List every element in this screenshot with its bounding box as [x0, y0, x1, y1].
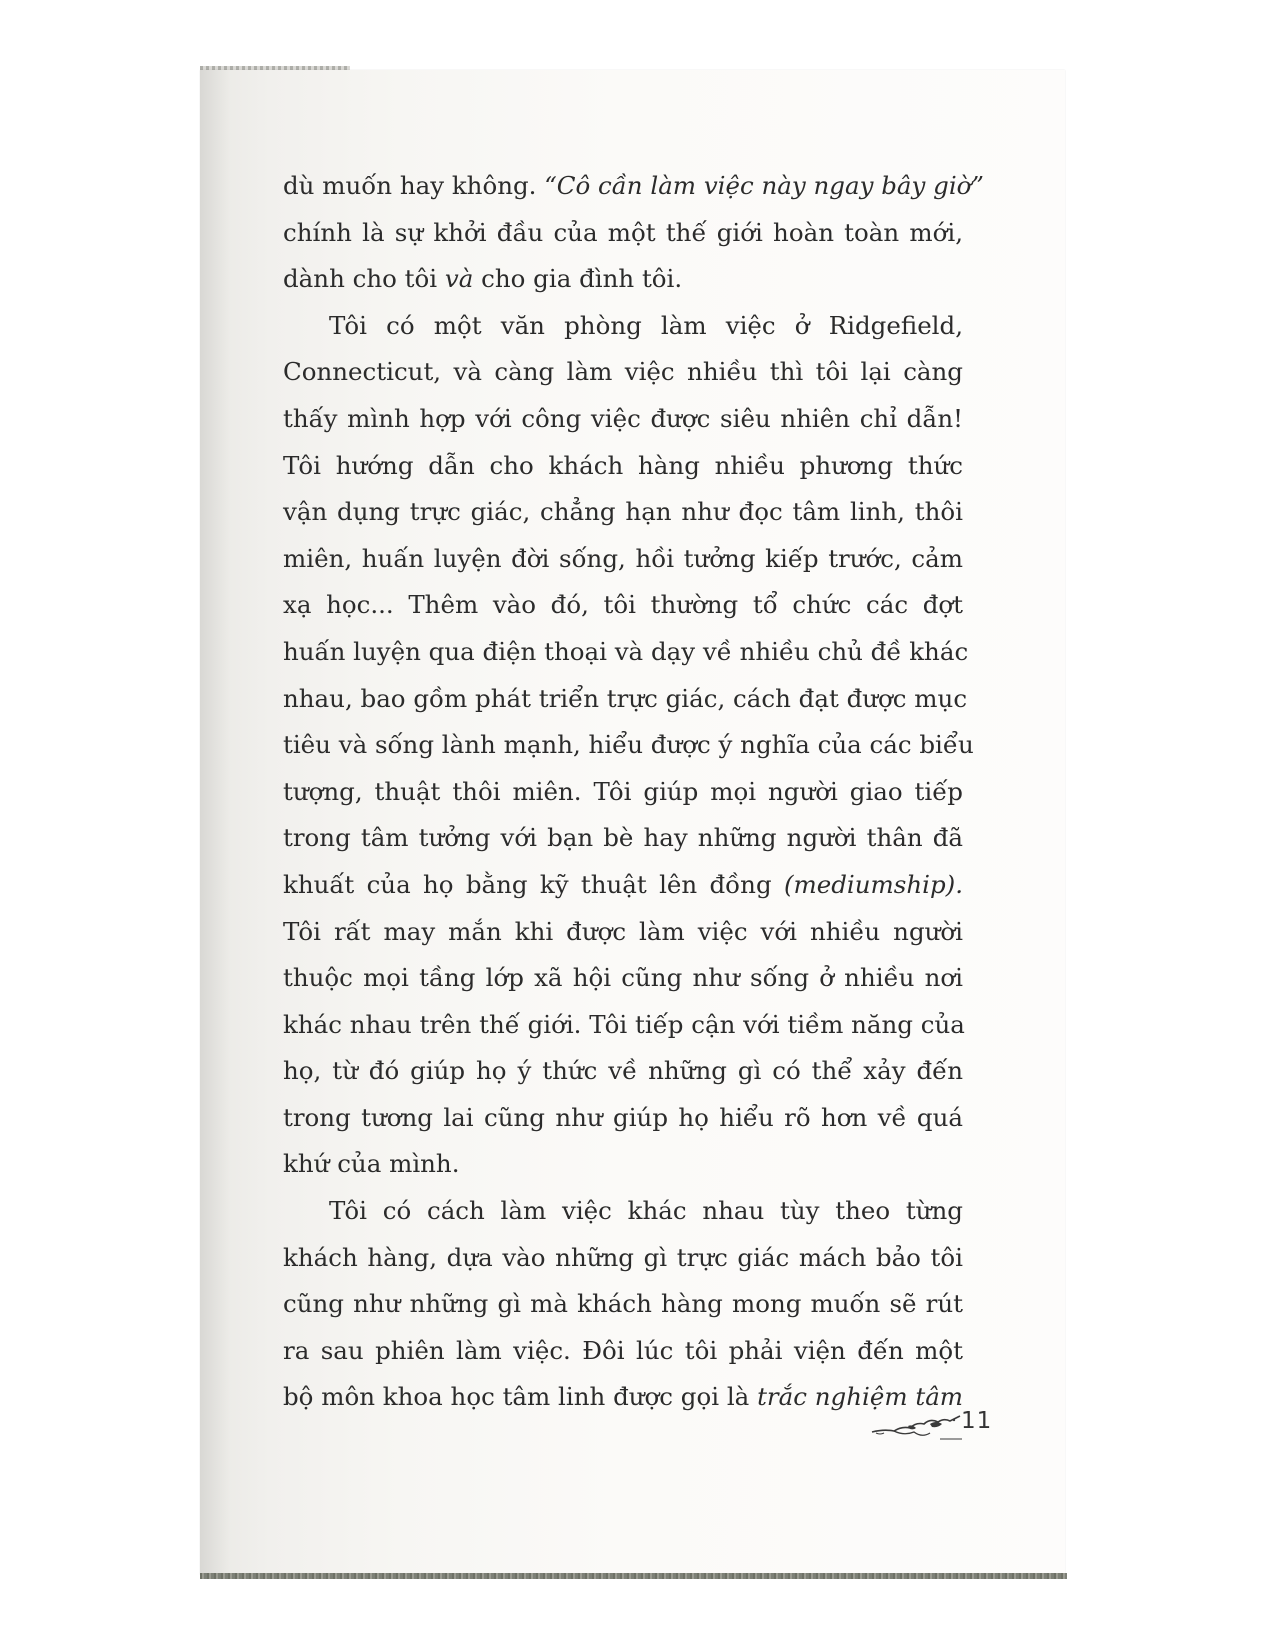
text-run: cho gia đình tôi. [473, 264, 683, 294]
text-line [283, 909, 963, 956]
text-line [283, 1374, 963, 1421]
text-line [283, 676, 968, 723]
text-line [283, 349, 963, 396]
text-line [283, 1328, 963, 1375]
text-run: thuộc mọi tầng lớp xã hội cũng như sống ở nhiều nơi [283, 963, 963, 993]
text-run: xạ học... Thêm vào đó, tôi thường tổ chức các đợt [283, 590, 963, 620]
italic-text: trắc nghiệm tâm [757, 1382, 964, 1412]
text-run: Connecticut, và càng làm việc nhiều thì tôi lại càng [283, 357, 963, 387]
text-line [283, 489, 963, 536]
text-run: tiêu và sống lành mạnh, hiểu được ý nghĩa của các biểu [283, 730, 974, 760]
text-run: tượng, thuật thôi miên. Tôi giúp mọi người giao tiếp [283, 776, 963, 806]
text-run: thấy mình hợp với công việc được siêu nhiên chỉ dẫn! [283, 403, 963, 433]
text-line [283, 722, 974, 769]
text-line [283, 629, 969, 676]
text-run: Tôi rất may mắn khi được làm việc với nhiều người [283, 916, 963, 946]
text-run: khuất của họ bằng kỹ thuật lên đồng [283, 869, 784, 899]
text-run: bộ môn khoa học tâm linh được gọi là [283, 1382, 758, 1412]
text-line [283, 1141, 963, 1188]
text-line [283, 1188, 963, 1235]
text-line [283, 582, 963, 629]
text-line [283, 1048, 963, 1095]
text-line [283, 1002, 963, 1049]
text-line [283, 163, 984, 210]
text-line [283, 210, 963, 257]
text-run: Tôi có một văn phòng làm việc ở Ridgefield, [329, 310, 963, 340]
text-line [283, 769, 963, 816]
text-run: khách hàng, dựa vào những gì trực giác mách bảo tôi [283, 1242, 963, 1272]
page-bottom-edge [200, 1573, 1067, 1579]
text-line [283, 862, 963, 909]
text-line [283, 303, 963, 350]
italic-text: “Cô cần làm việc này ngay bây giờ” [544, 171, 984, 200]
text-line [283, 815, 963, 862]
text-run: trong tương lai cũng như giúp họ hiểu rõ hơn về quá [283, 1102, 963, 1132]
page-number: 11 [961, 1408, 993, 1434]
text-run: dành cho tôi [283, 264, 445, 294]
text-line [283, 1095, 963, 1142]
text-run: miên, huấn luyện đời sống, hồi tưởng kiếp trước, cảm [283, 543, 963, 573]
text-line [283, 955, 963, 1002]
text-run: khác nhau trên thế giới. Tôi tiếp cận với tiềm năng của [283, 1009, 965, 1039]
bird-ornament-icon [870, 1412, 962, 1442]
text-line [283, 536, 963, 583]
text-run: khứ của mình. [283, 1149, 460, 1179]
text-line [283, 1281, 963, 1328]
text-run: nhau, bao gồm phát triển trực giác, cách đạt được mục [283, 683, 968, 713]
text-run: chính là sự khởi đầu của một thế giới hoàn toàn mới, [283, 217, 963, 247]
text-run: họ, từ đó giúp họ ý thức về những gì có thể xảy đến [283, 1056, 963, 1086]
text-run: dù muốn hay không. [283, 171, 545, 200]
text-run: Tôi có cách làm việc khác nhau tùy theo từng [329, 1196, 963, 1226]
text-run: ra sau phiên làm việc. Đôi lúc tôi phải viện đến một [283, 1335, 963, 1365]
body-text [283, 163, 984, 1421]
text-run: trong tâm tưởng với bạn bè hay những người thân đã [283, 823, 963, 853]
text-line [283, 443, 963, 490]
spine-shadow [200, 70, 230, 1575]
text-run: huấn luyện qua điện thoại và dạy về nhiều chủ đề khác [283, 636, 969, 666]
text-line [283, 396, 963, 443]
page-footer [870, 1408, 993, 1448]
italic-text: và [444, 264, 474, 294]
text-line [283, 256, 963, 303]
text-run: Tôi hướng dẫn cho khách hàng nhiều phương thức [283, 450, 963, 480]
text-run: vận dụng trực giác, chẳng hạn như đọc tâm linh, thôi [283, 497, 963, 527]
italic-text: (mediumship). [783, 869, 963, 899]
text-line [283, 1235, 963, 1282]
text-run: cũng như những gì mà khách hàng mong muốn sẽ rút [283, 1289, 963, 1319]
